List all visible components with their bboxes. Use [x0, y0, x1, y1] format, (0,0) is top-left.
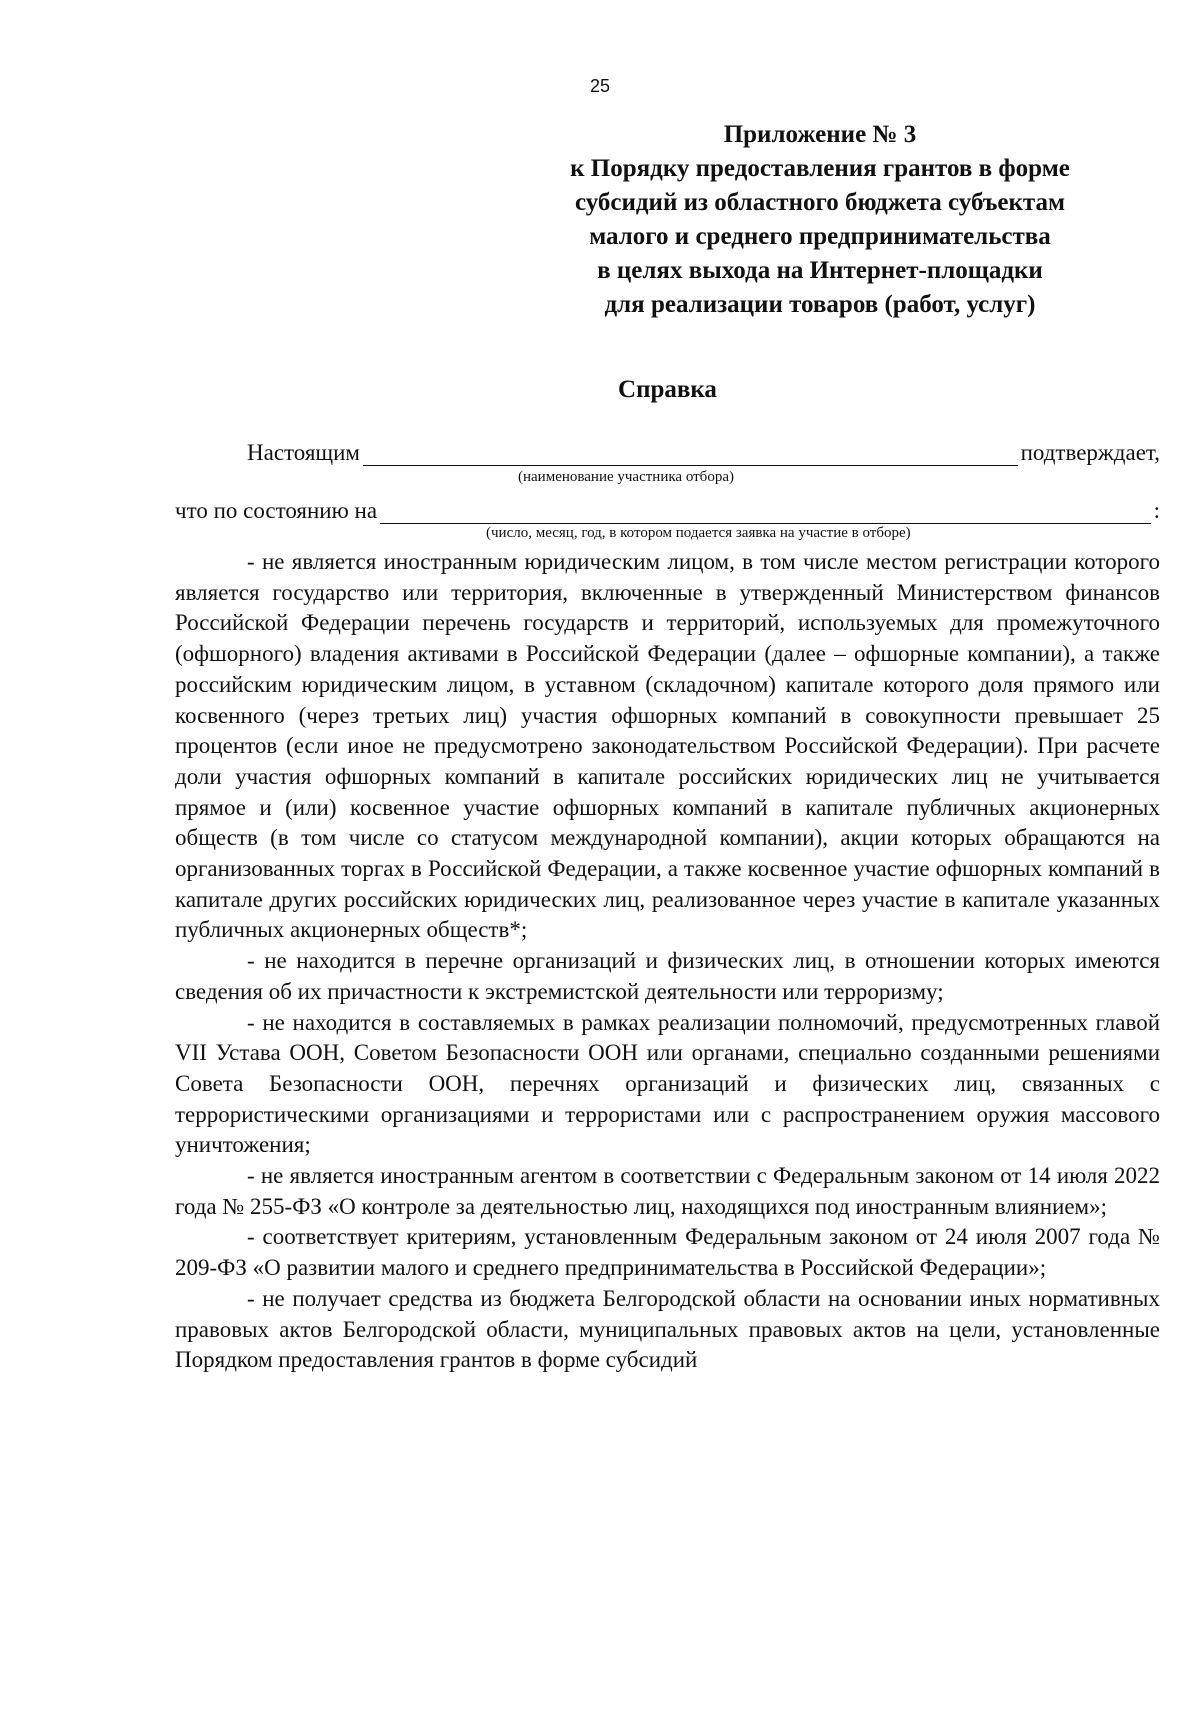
appendix-line: малого и среднего предпринимательства	[589, 223, 1051, 250]
date-row	[175, 494, 1160, 524]
paragraph-extremism: - не находится в перечне организаций и физических лиц, в отношении которых имеются сведения об их причастности к экстремистской деятельности или терроризму;	[175, 948, 1160, 1004]
appendix-line: для реализации товаров (работ, услуг)	[604, 291, 1036, 318]
participant-name-hint: (наименование участника отбора)	[518, 469, 734, 485]
participant-prefix: Настоящим	[247, 440, 360, 465]
appendix-heading	[520, 118, 1120, 322]
page-number: 25	[589, 76, 611, 96]
appendix-line: Приложение № 3	[723, 121, 917, 148]
date-prefix: что по состоянию на	[175, 498, 378, 523]
participant-name-row	[175, 436, 1160, 466]
participant-suffix: подтверждает,	[1020, 440, 1160, 465]
paragraph-foreign-agent: - не является иностранным агентом в соответствии с Федеральным законом от 14 июля 2022 года № 255-ФЗ «О контроле за деятельностью лиц, находящихся под иностранным влиянием»;	[175, 1163, 1160, 1219]
appendix-line: к Порядку предоставления грантов в форме	[570, 155, 1070, 182]
paragraph-sme-criteria: - соответствует критериям, установленным Федеральным законом от 24 июля 2007 года № 209-ФЗ «О развитии малого и среднего предпринимательства в Российской Федерации»;	[175, 1224, 1160, 1281]
appendix-line: субсидий из областного бюджета субъектам	[574, 189, 1066, 216]
date-blank	[380, 501, 1151, 524]
date-hint: (число, месяц, год, в котором подается заявка на участие в отборе)	[486, 525, 911, 541]
paragraph-budget-funds: - не получает средства из бюджета Белгородской области на основании иных нормативных правовых актов Белгородской области, муниципальных правовых актов на цели, установленные Порядком предоставления грантов в форме субсидий	[175, 1285, 1160, 1373]
document-title: Справка	[618, 376, 717, 403]
document-body	[175, 547, 1160, 1376]
participant-name-blank	[363, 443, 1018, 466]
paragraph-offshore: - не является иностранным юридическим лицом, в том числе местом регистрации которого является государство или территория, включенные в утвержденный Министерством финансов Российской Федерации перечень государств и территорий, используемых для промежуточного (офшорного) владения активами в Российской Федерации (далее – офшорные компании), а также российским юридическим лицом, в уставном (складочном) капитале которого доля прямого или косвенного (через третьих лиц) участия офшорных компаний в совокупности превышает 25 процентов (если иное не предусмотрено законодательством Российской Федерации). При расчете доли участия офшорных компаний в капитале российских юридических лиц не учитывается прямое и (или) косвенное участие офшорных компаний в капитале публичных акционерных обществ (в том числе со статусом международной компании), акции которых обращаются на организованных торгах в Российской Федерации, а также косвенное участие офшорных компаний в капитале других российских юридических лиц, реализованное через участие в капитале указанных публичных акционерных обществ*;	[175, 549, 1160, 943]
date-suffix: :	[1153, 498, 1160, 523]
paragraph-un-sanctions: - не находится в составляемых в рамках реализации полномочий, предусмотренных главой VII Устава ООН, Советом Безопасности ООН или органами, специально созданными решениями Совета Безопасности ООН, перечнях организаций и физических лиц, связанных с террористическими организациями и террористами или с распространением оружия массового уничтожения;	[175, 1009, 1160, 1158]
appendix-line: в целях выхода на Интернет-площадки	[597, 257, 1043, 284]
